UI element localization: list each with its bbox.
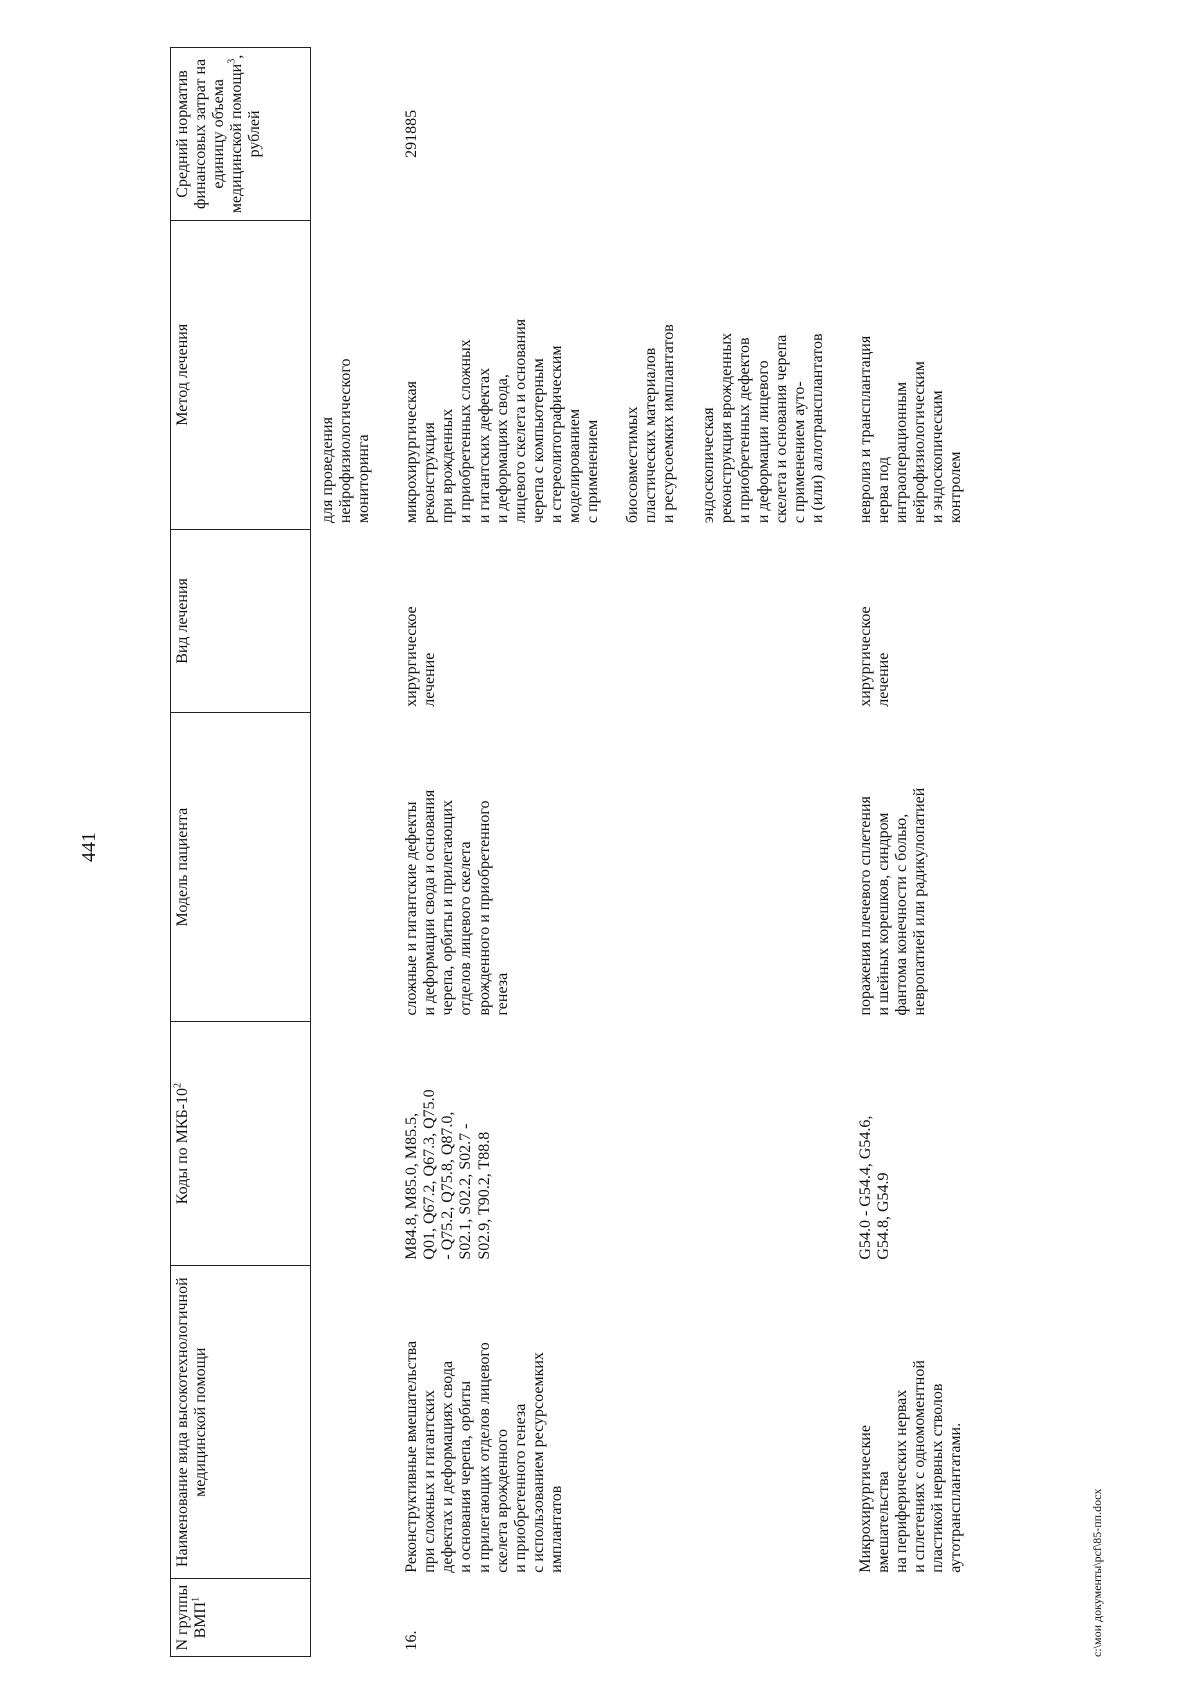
cell-group-no xyxy=(831,1579,969,1657)
cell-norm xyxy=(311,48,378,221)
header-model: Модель пациента xyxy=(171,713,311,1022)
cell-codes: M84.8, M85.0, M85.5, Q01, Q67.2, Q67.3, Q75.0 - Q75.2, Q75.8, Q87.0, S02.1, S02.2, S02.7 - S02.9, T90.2, T88.8 xyxy=(403,1089,493,1260)
header-type: Вид лечения xyxy=(171,529,311,713)
header-norm: Средний норматив финансовых затрат на единицу объема медицинской помощи$^3$, рублей xyxy=(171,48,311,221)
cell-name: Микрохирургические вмешательства на периферических нервах и сплетениях с одномоментной пластикой нервных стволов аутотрансплантатами. xyxy=(856,1360,965,1573)
cell-name: Реконструктивные вмешательства при сложных и гигантских дефектах и деформациях свода и основания черепа, орбиты и прилегающих отделов лицевого скелета врожденного и приобретенного генеза с использованием ресурсоемких имплантатов xyxy=(403,1340,565,1573)
cell-method xyxy=(311,220,378,529)
cell-model xyxy=(311,713,378,1022)
header-method: Метод лечения xyxy=(171,220,311,529)
table-row xyxy=(831,48,969,1657)
cell-method xyxy=(377,220,831,529)
method-text: микрохирургическая реконструкция при врожденных и приобретенных сложных и гигантских дефектах и деформациях свода, лицевого скелета и основания черепа с компьютерным и стереолитографическим моделированием с применением xyxy=(403,318,602,524)
cell-model: сложные и гигантские дефекты и деформации свода и основания черепа, орбиты и прилегающих отделов лицевого скелета врожденного и приобретенного генеза xyxy=(403,789,511,1016)
method-text: эндоскопическая реконструкция врожденных и приобретенных дефектов и деформации лицевого скелета и основания черепа с применением ауто- и (или) аллотрансплантатов xyxy=(700,332,826,524)
cell-group-no xyxy=(311,1579,378,1657)
cell-norm xyxy=(831,48,969,221)
vmp-table xyxy=(170,47,969,1657)
table-row xyxy=(311,48,378,1657)
method-text: биосовместимых пластических материалов и ресурсоемких имплантатов xyxy=(624,324,678,524)
method-text: невролиз и трансплантация нерва под интраоперационным нейрофизиологическим и эндоскопическим контролем xyxy=(856,335,965,524)
cell-group-no: 16. xyxy=(403,1630,421,1651)
page-number: 441 xyxy=(78,832,100,862)
cell-type: хирургическое лечение xyxy=(856,606,892,707)
cell-norm: 291885 xyxy=(403,109,421,158)
header-name: Наименование вида высокотехнологичной медицинской помощи xyxy=(171,1266,311,1579)
cell-type xyxy=(311,529,378,713)
table-header-row xyxy=(171,48,311,1657)
cell-method xyxy=(831,220,969,529)
cell-type: хирургическое лечение xyxy=(403,606,439,707)
cell-codes xyxy=(311,1022,378,1266)
cell-model: поражения плечевого сплетения и шейных корешков, синдром фантома конечности с болью, невропатией или радикулопатией xyxy=(856,787,929,1016)
method-text: для проведения нейрофизиологического мониторинга xyxy=(319,358,373,524)
cell-codes: G54.0 - G54.4, G54.6, G54.8, G54.9 xyxy=(856,1115,892,1260)
table-row xyxy=(377,48,831,1657)
footer-file-path: c:\мои документы\pcf\85-пп.docx xyxy=(1090,1488,1104,1657)
cell-name xyxy=(311,1266,378,1579)
header-group-no: N группы ВМП$^1$ xyxy=(171,1579,311,1657)
header-codes: Коды по МКБ-$10^2$ xyxy=(171,1022,311,1266)
